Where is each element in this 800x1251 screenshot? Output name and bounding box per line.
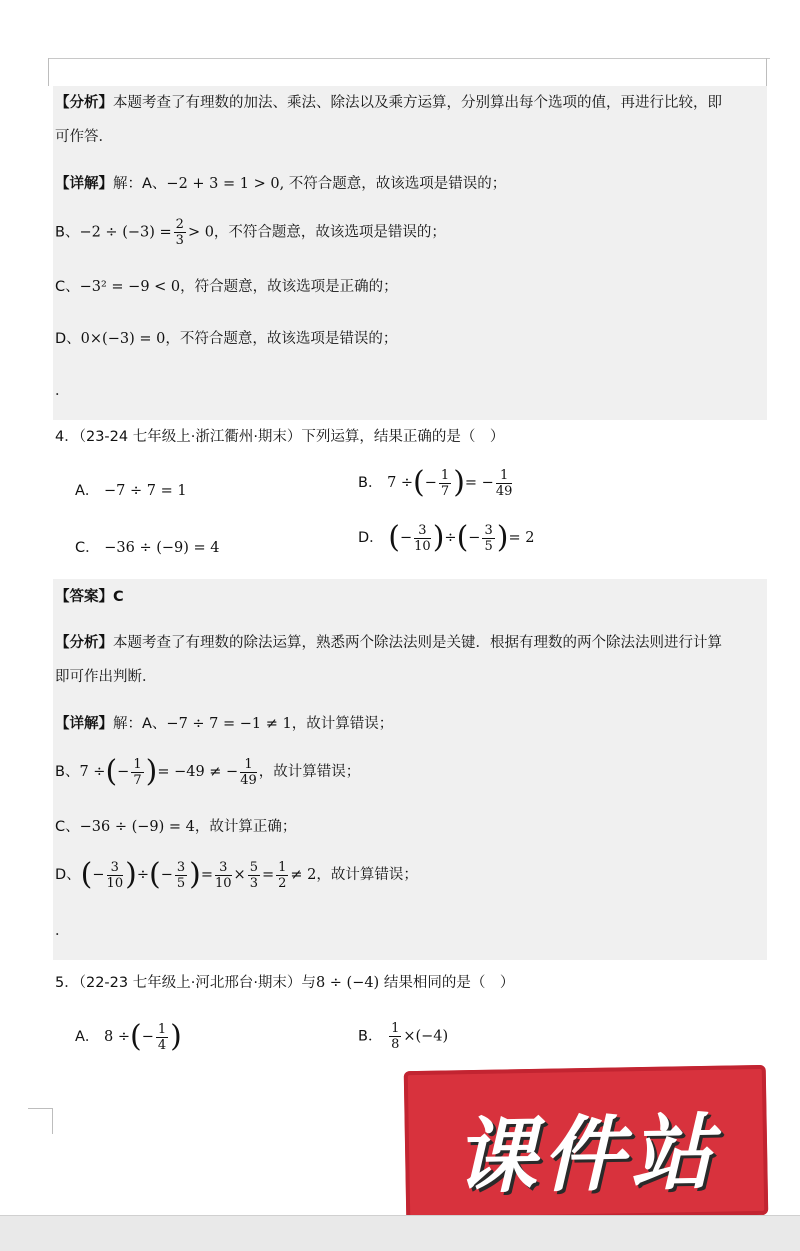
fenxi-tag: 【分析】 [55, 95, 113, 111]
q4-option-c: C． −36 ÷ (−9) = 4 [75, 540, 220, 556]
q4-stem: 4．（23-24 七年级上·浙江衢州·期末）下列运算，结果正确的是（ ） [55, 429, 505, 445]
q4-xiangjie-d: D、(− $\frac{3}{10}$ )÷(− $\frac{3}{5}$ )= $\frac{3}{10}$ × $\frac{5}{3}$ = $\frac{1}{2}$ ≠ 2，故计算错误； [55, 857, 418, 892]
crop-mark-bottom-left-h [28, 1108, 52, 1109]
crop-mark-top-left [48, 58, 49, 86]
q5-option-b: B． $\frac{1}{8}$ ×(−4) [358, 1021, 449, 1052]
q3-analysis-panel [53, 86, 767, 420]
q4-fenxi-line-2: 即可作出判断． [55, 669, 157, 685]
viewer-bottom-bar [0, 1215, 800, 1251]
q3-fenxi-line-1: 【分析】本题考查了有理数的加法、乘法、除法以及乘方运算，分别算出每个选项的值，再进行比较，即 [55, 95, 722, 111]
q4-fenxi-line-1: 【分析】本题考查了有理数的除法运算，熟悉两个除法法则是关键．根据有理数的两个除法法则进行计算 [55, 635, 722, 651]
q4-answer-line [55, 586, 124, 608]
q5-stem: 5．（22-23 七年级上·河北邢台·期末）与8 ÷ (−4) 结果相同的是（ ） [55, 975, 515, 991]
q3-trailing: ． [55, 383, 70, 399]
q4-option-d: D． (− $\frac{3}{10}$ )÷(− $\frac{3}{5}$ )= 2 [358, 520, 535, 555]
page-top-edge [48, 58, 770, 59]
crop-mark-bottom-left-v [52, 1108, 53, 1134]
q4-xiangjie-b: B、7 ÷(− $\frac{1}{7}$ )= −49 ≠ − $\frac{1}{49}$ ，故计算错误； [55, 754, 361, 789]
xiangjie-tag: 【详解】 [55, 176, 113, 192]
watermark-text: 课件站 [453, 1105, 720, 1206]
q3-xiangjie-b: B、−2 ÷ (−3) = $\frac{2}{3}$ > 0，不符合题意，故该选项是错误的； [55, 217, 446, 248]
watermark-logo [404, 1065, 769, 1221]
q3-xiangjie-c: C、−3² = −9 < 0，符合题意，故该选项是正确的； [55, 279, 398, 295]
q4-xiangjie-c: C、−36 ÷ (−9) = 4，故计算正确； [55, 819, 297, 835]
q3-fenxi-line-2: 可作答． [55, 129, 113, 145]
q4-trailing: ． [55, 923, 70, 939]
q4-xiangjie-a: 【详解】解：A、−7 ÷ 7 = −1 ≠ 1，故计算错误； [55, 716, 394, 732]
answer-tag: 【答案】 [55, 589, 113, 605]
q3-xiangjie-a: 【详解】解：A、−2 + 3 = 1 > 0, 不符合题意，故该选项是错误的； [55, 176, 507, 192]
fraction: $\frac{2}{3}$ [175, 217, 184, 248]
answer-value: C [113, 589, 124, 605]
q4-option-a: A． −7 ÷ 7 = 1 [75, 483, 187, 499]
q3-xiangjie-d: D、0×(−3) = 0，不符合题意，故该选项是错误的； [55, 331, 398, 347]
q5-option-a: A． 8 ÷(− $\frac{1}{4}$ ) [75, 1019, 182, 1054]
q4-option-b: B． 7 ÷(− $\frac{1}{7}$ )= − $\frac{1}{49}$ [358, 465, 513, 500]
crop-mark-top-right [766, 58, 767, 86]
